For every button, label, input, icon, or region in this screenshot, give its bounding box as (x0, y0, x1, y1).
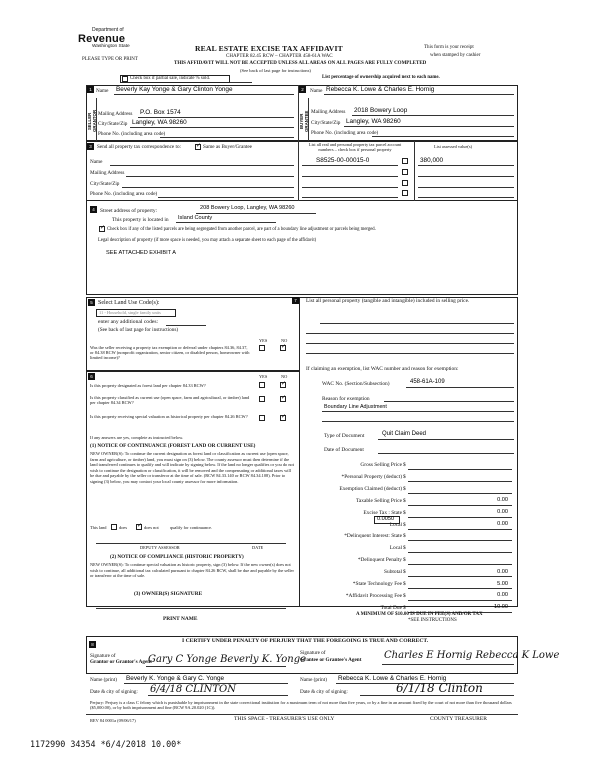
section-2-number: 2 (299, 86, 306, 93)
notice-1-title: (1) NOTICE OF CONTINUANCE (FOREST LAND OR CURRENT USE) (90, 443, 256, 449)
seller-city-label: City/State/Zip (98, 121, 128, 127)
tax-row-label: *Personal Property (deduct) (341, 473, 402, 480)
doc-date-label: Date of Document (324, 447, 364, 453)
tax-row-currency: $ (403, 592, 406, 599)
tax-row-value[interactable]: 0.00 (497, 568, 508, 575)
partial-sale-checkbox[interactable] (122, 76, 128, 82)
grantee-date-city[interactable]: 6/1/18 Clinton (396, 681, 483, 695)
historic-question: Is this property receiving special valuation as historical property per chapter 84.26 RCW? (90, 414, 248, 419)
tax-row-currency: $ (403, 521, 406, 528)
s5-no-checkbox[interactable] (280, 345, 286, 351)
forest-land-question: Is this property designated as forest land per chapter 84.33 RCW? (90, 383, 206, 388)
notice-2-body: NEW OWNER(S): To continue special valuation as historic property, sign (3) below. If the new owner(s) does not wish to continue, all additional tax calculated pursuant to chapter 84.26 RCW, shall be due and payable by the seller or transferor at the time of sale. (90, 562, 294, 578)
grantee-sig-label-1b: Signature of (300, 650, 326, 656)
tax-row-currency: $ (403, 509, 406, 516)
grantee-signature[interactable]: Charles E Hornig Rebecca K Lowe (384, 650, 560, 661)
chapter-line: CHAPTER 82.45 RCW – CHAPTER 458-61A WAC (226, 54, 333, 59)
buyer-phone-label: Phone No. (including area code) (311, 130, 379, 136)
ownership-note: List percentage of ownership acquired next to each name. (322, 75, 440, 80)
qualify-label: qualify for continuance. (170, 525, 213, 530)
deputy-assessor-label: DEPUTY ASSESSOR (140, 545, 180, 550)
segregated-label: Check box if any of the listed parcels are being segregated from another parcel, are part of a boundary line adjustment or parcels being merged. (107, 227, 376, 232)
exemption-intro: If claiming an exemption, list WAC number and reason for exemption: (306, 366, 459, 372)
tax-row-value[interactable]: 0.00 (497, 497, 508, 504)
does-checkbox[interactable] (111, 524, 117, 530)
s5-no: NO (281, 338, 288, 343)
tax-row-currency: $ (403, 462, 406, 468)
tax-row-value[interactable]: 5.00 (497, 580, 508, 587)
grantee-print-name[interactable]: Rebecca K. Lowe & Charles E. Hornig (338, 675, 447, 682)
dor-logo (78, 28, 140, 54)
form-number: REV 84 0001a (09/06/17) (90, 718, 136, 723)
assessed-value[interactable]: 380,000 (420, 157, 444, 164)
county-label: This property is located in (112, 217, 169, 223)
notice-2-title: (2) NOTICE OF COMPLIANCE (HISTORIC PROPERTY) (110, 554, 244, 560)
grantor-date-label: Date & city of signing: (90, 689, 138, 695)
section-7-number: 7 (292, 297, 299, 304)
q2-no-checkbox[interactable] (280, 396, 286, 402)
treasurer-use: THIS SPACE - TREASURER'S USE ONLY (234, 716, 335, 722)
street-label: Street address of property: (100, 208, 158, 214)
tax-row-label: Taxable Selling Price (355, 497, 402, 504)
tax-row-label: *Affidavit Processing Fee (345, 592, 402, 599)
buyer-side-label: BUYER GRANTEE (299, 110, 310, 132)
if-yes-note: If any answers are yes, complete as instructed below. (90, 435, 184, 440)
buyer-mail-label: Mailing Address (311, 109, 346, 115)
additional-codes-label: enter any additional codes: (98, 319, 159, 325)
owner-signature-label: (3) OWNER(S) SIGNATURE (134, 591, 203, 597)
county-treasurer: COUNTY TREASURER (430, 716, 488, 722)
doc-type-label: Type of Document (324, 433, 365, 439)
s3-phone-label: Phone No. (including area code) (90, 191, 158, 197)
tax-row-currency: $ (403, 533, 406, 540)
tax-row-currency: $ (403, 569, 406, 576)
grantor-sig-label-2: Grantor or Grantor's Agent (90, 659, 152, 665)
parcel-header: List all real and personal property tax parcel account numbers – check box if personal property (308, 142, 402, 153)
this-land-label: This land (90, 525, 107, 530)
parcel-personal-checkbox-1[interactable] (402, 158, 408, 164)
send-label: Send all property tax correspondence to: (97, 144, 181, 150)
s6-no: NO (281, 374, 288, 379)
form-title: REAL ESTATE EXCISE TAX AFFIDAVIT (195, 44, 343, 53)
tax-row-label: Total Due (380, 604, 402, 611)
parcel-personal-checkbox-4[interactable] (402, 190, 408, 196)
current-use-question: Is this property classified as current use (open space, farm and agricultural, or timber) land per chapter 84.34 RCW? (90, 395, 250, 406)
s3-mail-label: Mailing Address (90, 170, 125, 176)
grantee-date-label: Date & city of signing: (300, 689, 348, 695)
buyer-name[interactable]: Rebecca K. Lowe & Charles E. Hornig (326, 86, 435, 93)
see-back: (See back of last page for instructions) (240, 68, 311, 73)
seller-phone-label: Phone No. (including area code) (98, 131, 166, 137)
tax-row-value[interactable]: 0.00 (497, 509, 508, 516)
tax-row-currency: $ (403, 485, 406, 492)
certify-statement: I CERTIFY UNDER PENALTY OF PERJURY THAT THE FOREGOING IS TRUE AND CORRECT. (182, 638, 429, 644)
exemption-question: Was the seller receiving a property tax exemption or deferral under chapters 84.36, 84.37, or 84.38 RCW (nonprofit organization, senior citizen, or disabled person, homeowner with limited income)? (90, 345, 250, 361)
section-1-number: 1 (87, 86, 94, 93)
tax-row-currency: $ (403, 545, 406, 552)
tax-row-currency: $ (403, 557, 406, 564)
does-not-label: does not (144, 525, 159, 530)
local-rate[interactable]: 0.0050 (377, 516, 395, 522)
q3-no-checkbox[interactable] (280, 415, 286, 421)
q1-no-checkbox[interactable] (280, 382, 286, 388)
parcel-number[interactable]: S8525-00-00015-0 (316, 157, 370, 164)
s5-see-back: (See back of last page for instructions) (98, 327, 179, 333)
section-6-number: 6 (88, 373, 95, 380)
partial-sale-label: Check box if partial sale, indicate % sold. (130, 76, 211, 81)
dept-state: Washington State (92, 43, 130, 49)
does-not-checkbox[interactable] (136, 524, 142, 530)
seller-name[interactable]: Beverly Kay Yonge & Gary Clinton Yonge (116, 86, 233, 93)
wac-number[interactable]: 458-61A-109 (410, 379, 445, 385)
buyer-name-label: Name (310, 88, 323, 94)
q3-yes-checkbox[interactable] (259, 415, 265, 421)
grantor-signature[interactable]: Gary C Yonge Beverly K. Yonge (148, 654, 307, 665)
value-header: List assessed value(s) (434, 144, 473, 149)
personal-property-label: List all personal property (tangible and intangible) included in selling price. (306, 298, 470, 304)
legal-description[interactable]: SEE ATTACHED EXHIBIT A (106, 250, 176, 256)
seller-name-label: Name (96, 88, 109, 94)
grantor-print-name[interactable]: Beverly K. Yonge & Gary C. Yonge (126, 675, 225, 682)
perjury-notice: Perjury: Perjury is a class C felony which is punishable by imprisonment in the state correctional institution for a maximum term of not more than five years, or by a fine in an amount fixed by the court of not more than five thousand dollars ($5,000.00), or by both imprisonment and fine (RCW 9A.20.020 (1C)). (90, 700, 512, 711)
tax-row-label: *Delinquent Penalty (357, 557, 402, 564)
does-label: does (119, 525, 128, 530)
notice-1-body: NEW OWNER(S): To continue the current designation as forest land or classification as current use (open space, farm and agriculture, or timber) land, you must sign on (3) below. The county assessor must then determine if the land transferred continues to qualify and will indicate by signing below. If the land no longer qualifies or you do not wish to continue the designation or classification, it will be removed and the compensating or additional taxes will be due and payable by the seller or transferor at the time of sale. (RCW 84.33.140 or RCW 84.34.108). Prior to signing (3) below, you may contact your local county assessor for more information. (90, 451, 294, 484)
tax-row-label: Gross Selling Price (360, 462, 402, 468)
tax-row-label: Exemption Claimed (deduct) (339, 485, 402, 492)
tax-row-label: Subtotal (384, 569, 402, 576)
seller-side-label: SELLER GRANTOR (87, 109, 98, 133)
tax-row-value[interactable]: 0.00 (497, 592, 508, 599)
q1-yes-checkbox[interactable] (259, 382, 265, 388)
please-type: PLEASE TYPE OR PRINT (82, 57, 138, 62)
buyer-mail[interactable]: 2018 Bowery Loop (354, 107, 408, 114)
tax-row-value[interactable]: 10.00 (494, 604, 508, 611)
minimum-due: A MINIMUM OF $10.00 IS DUE IN FEE(S) AND/OR TAX (356, 612, 483, 617)
county[interactable]: Island County (178, 215, 213, 221)
seller-mail-label: Mailing Address (98, 111, 133, 117)
buyer-city-label: City/State/Zip (311, 120, 341, 126)
tax-row-label: Excise Tax : State (363, 509, 402, 516)
s5-yes: YES (259, 338, 268, 343)
section-5-number: 5 (88, 299, 95, 306)
grantee-name-label: Name (print) (300, 677, 327, 683)
receipt-note-2: when stamped by cashier (430, 53, 481, 58)
reason-label: Reason for exemption (322, 396, 370, 402)
tax-row-label: Local (389, 545, 402, 552)
section-3-number: 3 (87, 143, 94, 150)
legal-description-label: Legal description of property (if more space is needed, you may attach a separate sheet to each page of the affidavit) (98, 238, 317, 243)
tax-row-currency: $ (403, 604, 406, 611)
tax-row-currency: $ (403, 497, 406, 504)
dept-name: Revenue (78, 32, 126, 45)
section-4-number: 4 (90, 206, 97, 213)
doc-type[interactable]: Quit Claim Deed (382, 431, 427, 437)
tax-row-currency: $ (403, 581, 406, 587)
tax-row-label: *State Technology Fee (352, 581, 402, 587)
street-address[interactable]: 208 Bowery Loop, Langley, WA 98260 (200, 205, 295, 211)
s5-yes-checkbox[interactable] (259, 345, 265, 351)
seller-city[interactable]: Langley, WA 98260 (132, 119, 187, 126)
warning: THIS AFFIDAVIT WILL NOT BE ACCEPTED UNLESS ALL AREAS ON ALL PAGES ARE FULLY COMPLETED (174, 61, 427, 66)
recording-stamp: 1172990 34354 *6/4/2018 10.00* (30, 739, 182, 749)
exemption-reason[interactable]: Boundary Line Adjustment (324, 404, 387, 410)
tax-row-value[interactable]: 0.00 (497, 521, 508, 527)
grantor-name-label: Name (print) (90, 677, 117, 683)
tax-row-currency: $ (403, 473, 406, 480)
s6-yes: YES (259, 374, 268, 379)
land-use-code: 11 - Household, single family units (99, 310, 161, 315)
seller-mail[interactable]: P.O. Box 1574 (140, 109, 181, 116)
print-name-label: PRINT NAME (163, 616, 198, 622)
deputy-date-label: DATE (252, 545, 264, 550)
same-as-buyer-checkbox[interactable] (195, 144, 201, 150)
tax-row-label: *Delinquent Interest: State (344, 533, 402, 540)
grantor-sig-label-1: Signature of (90, 653, 116, 659)
parcel-personal-checkbox-2[interactable] (402, 169, 408, 175)
s3-name-label: Name (90, 159, 103, 165)
segregated-checkbox[interactable] (99, 226, 105, 232)
see-instructions: *SEE INSTRUCTIONS (408, 618, 457, 623)
tax-row-label: Local (389, 521, 402, 528)
dept-line: Department of (92, 27, 124, 33)
land-use-label: Select Land Use Code(s): (98, 300, 160, 306)
grantor-date-city[interactable]: 6/4/18 CLINTON (150, 684, 236, 695)
buyer-city[interactable]: Langley, WA 98260 (346, 118, 401, 125)
section-4-box (86, 201, 518, 295)
s3-city-label: City/State/Zip (90, 181, 120, 187)
same-as-buyer-label: Same as Buyer/Grantee (203, 144, 252, 150)
section-8-number: 8 (89, 641, 96, 648)
parcel-personal-checkbox-3[interactable] (402, 180, 408, 186)
wac-label: WAC No. (Section/Subsection) (322, 381, 390, 387)
grantee-sig-label-2: Grantee or Grantee's Agent (300, 657, 362, 663)
q2-yes-checkbox[interactable] (259, 396, 265, 402)
receipt-note-1: This form is your receipt (424, 45, 474, 50)
